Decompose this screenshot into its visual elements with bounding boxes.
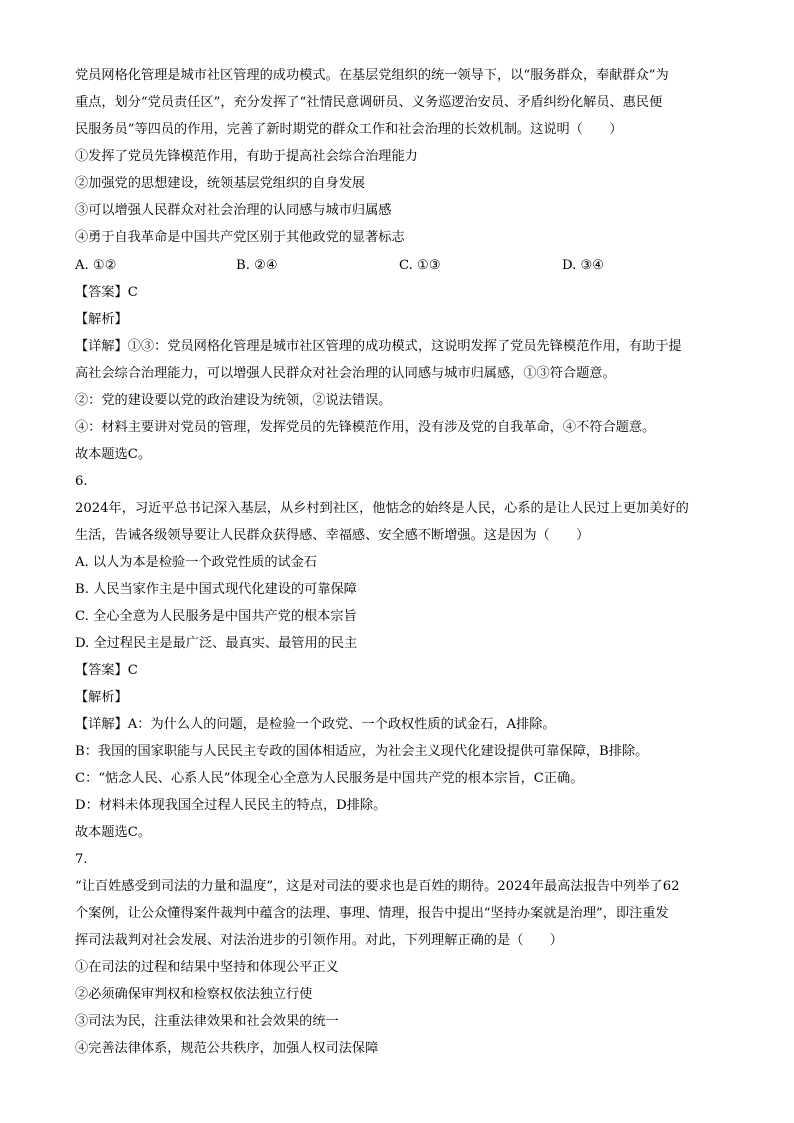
q6-stem-line-2: 生活，告诫各级领导要让人民群众获得感、幸福感、安全感不断增强。这是因为（ ）: [75, 528, 590, 543]
q6-analysis-label: 【解析】: [75, 690, 128, 705]
q6-stem-line-1: 2024年，习近平总书记深入基层，从乡村到社区，他惦念的始终是人民，心系的是让人民过上更加美好的: [75, 501, 689, 516]
q6-option-a: A. 以人为本是检验一个政党性质的试金石: [75, 555, 318, 570]
q5-item-2: ②加强党的思想建设，统领基层党组织的自身发展: [75, 176, 366, 191]
q5-detail-4: ④：材料主要讲对党员的管理，发挥党员的先锋模范作用，没有涉及党的自我革命，④不符合题意。: [75, 420, 656, 435]
q6-option-c: C. 全心全意为人民服务是中国共产党的根本宗旨: [75, 609, 357, 624]
q5-option-c: C. ①③: [399, 258, 441, 273]
q7-item-3: ③司法为民，注重法律效果和社会效果的统一: [75, 1014, 339, 1029]
q5-option-b: B. ②④: [236, 258, 278, 273]
q5-analysis-label: 【解析】: [75, 312, 128, 327]
q7-stem-line-2: 个案例，让公众懂得案件裁判中蕴含的法理、事理、情理，报告中提出“坚持办案就是治理”，即注重发: [75, 906, 669, 921]
q6-detail-1: 【详解】A：为什么人的问题，是检验一个政党、一个政权性质的试金石，A排除。: [75, 717, 556, 732]
q5-detail-5: 故本题选C。: [75, 447, 152, 462]
q5-stem-line-2: 重点，划分“党员责任区”，充分发挥了“社情民意调研员、义务巡逻治安员、矛盾纠纷化解员、惠民便: [75, 95, 663, 110]
q6-detail-5: 故本题选C。: [75, 825, 152, 840]
q6-number: 6.: [75, 474, 88, 489]
q6-answer: [75, 661, 725, 681]
q5-options: [75, 256, 725, 276]
q6-detail-2: B：我国的国家职能与人民民主专政的国体相适应，为社会主义现代化建设提供可靠保障，B排除。: [75, 744, 649, 759]
q5-answer-value: C: [127, 285, 138, 300]
q6-option-d: D. 全过程民主是最广泛、最真实、最管用的民主: [75, 636, 358, 651]
q7-item-1: ①在司法的过程和结果中坚持和体现公平正义: [75, 960, 339, 975]
q7-number: 7.: [75, 852, 88, 867]
q5-answer-label: 【答案】: [75, 285, 128, 300]
q5-item-1: ①发挥了党员先锋模范作用，有助于提高社会综合治理能力: [75, 149, 418, 164]
q5-detail-3: ②：党的建设要以党的政治建设为统领，②说法错误。: [75, 393, 392, 408]
q5-stem-line-1: 党员网格化管理是城市社区管理的成功模式。在基层党组织的统一领导下，以“服务群众，奉献群众”为: [75, 68, 669, 83]
q6-detail-3: C：“惦念人民、心系人民”体现全心全意为人民服务是中国共产党的根本宗旨，C正确。: [75, 771, 584, 786]
q7-stem-line-1: “让百姓感受到司法的力量和温度”，这是对司法的要求也是百姓的期待。2024年最高法报告中列举了62: [75, 879, 680, 894]
q7-item-2: ②必须确保审判权和检察权依法独立行使: [75, 987, 313, 1002]
q5-stem-line-3: 民服务员”等四员的作用，完善了新时期党的群众工作和社会治理的长效机制。这说明（ ）: [75, 122, 623, 137]
q5-option-d: D. ③④: [562, 258, 605, 273]
q6-option-b: B. 人民当家作主是中国式现代化建设的可靠保障: [75, 582, 357, 597]
q5-item-4: ④勇于自我革命是中国共产党区别于其他政党的显著标志: [75, 230, 405, 245]
q6-detail-4: D：材料未体现我国全过程人民民主的特点，D排除。: [75, 798, 387, 813]
q5-detail-1: 【详解】①③：党员网格化管理是城市社区管理的成功模式，这说明发挥了党员先锋模范作用，有助于提: [75, 339, 682, 354]
q5-item-3: ③可以增强人民群众对社会治理的认同感与城市归属感: [75, 203, 392, 218]
q7-stem-line-3: 挥司法裁判对社会发展、对法治进步的引领作用。对此，下列理解正确的是（ ）: [75, 933, 563, 948]
q5-option-a: A. ①②: [75, 258, 117, 273]
q7-item-4: ④完善法律体系，规范公共秩序，加强人权司法保障: [75, 1041, 379, 1056]
q6-answer-label: 【答案】: [75, 663, 128, 678]
q5-answer: [75, 283, 725, 303]
q5-detail-2: 高社会综合治理能力，可以增强人民群众对社会治理的认同感与城市归属感，①③符合题意。: [75, 366, 616, 381]
q6-answer-value: C: [127, 663, 138, 678]
